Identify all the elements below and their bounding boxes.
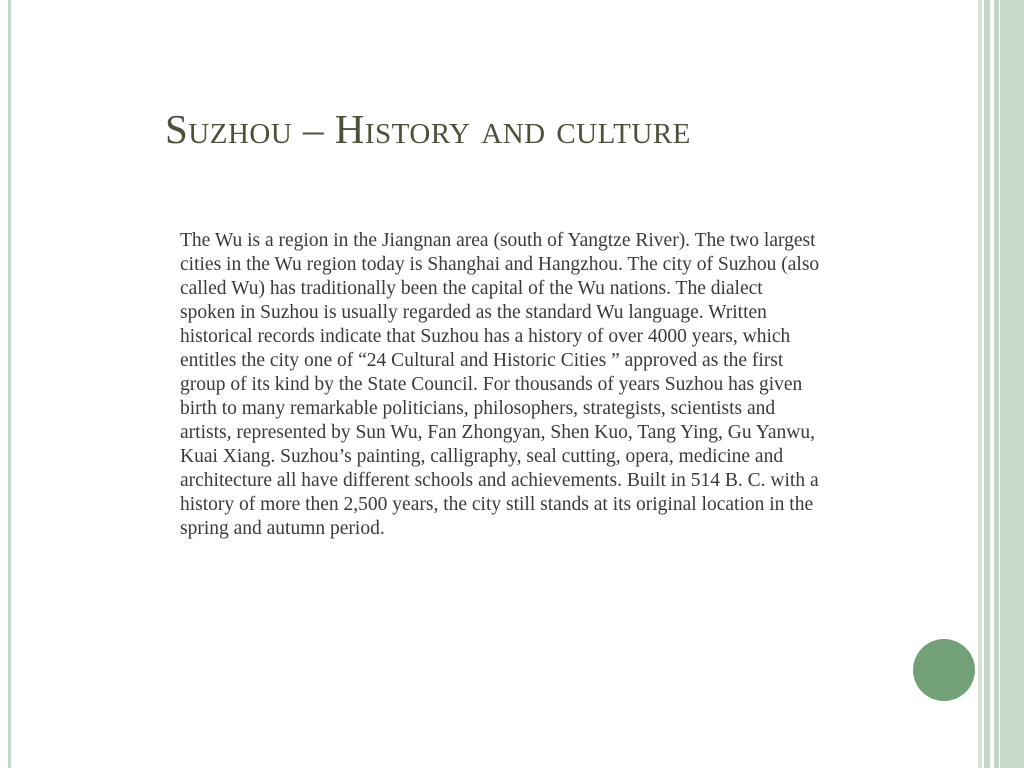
slide-body-text: The Wu is a region in the Jiangnan area (south of Yangtze River). The two largest cities in the Wu region today is Shanghai and Hangzhou. The city of Suzhou (also called Wu) has traditionally been the capital of the Wu nations. The dialect spoken in Suzhou is usually regarded as the standard Wu language. Written historical records indicate that Suzhou has a history of over 4000 years, which entitles the city one of “24 Cultural and Historic Cities ” approved as the first group of its kind by the State Council. For thousands of years Suzhou has given birth to many remarkable politicians, philosophers, strategists, scientists and artists, represented by Sun Wu, Fan Zhongyan, Shen Kuo, Tang Ying, Gu Yanwu, Kuai Xiang. Suzhou’s painting, calligraphy, seal cutting, opera, medicine and architecture all have different schools and achievements. Built in 514 B. C. with a history of more then 2,500 years, the city still stands at its original location in the spring and autumn period. xyxy=(180,230,820,539)
right-stripe-4 xyxy=(994,0,999,768)
right-stripe-2 xyxy=(984,0,990,768)
left-border-line xyxy=(8,0,11,768)
slide-title: Suzhou – History and culture xyxy=(165,106,691,152)
right-stripe-1 xyxy=(978,0,982,768)
right-stripe-5 xyxy=(1000,0,1024,768)
decorative-circle xyxy=(913,639,975,701)
